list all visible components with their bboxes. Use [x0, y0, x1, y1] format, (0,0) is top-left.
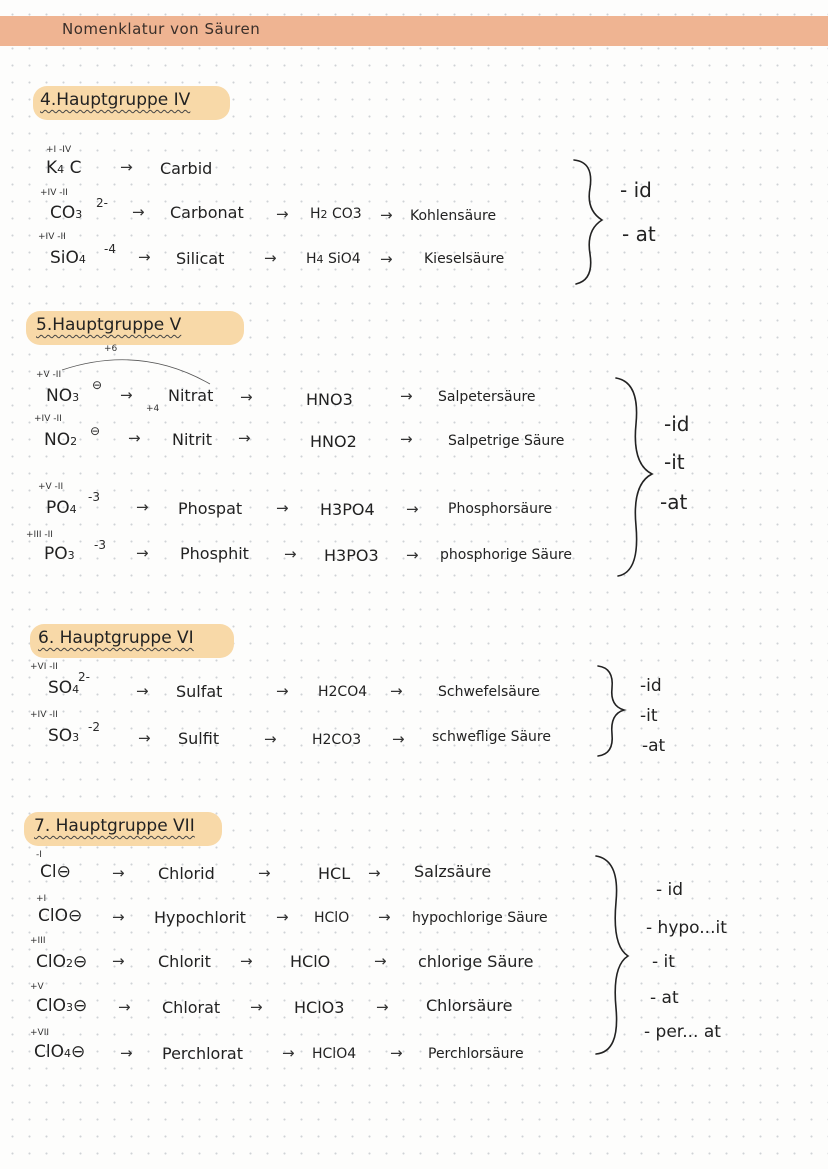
anion-name: Hypochlorit	[154, 908, 246, 927]
anion-name: Nitrit	[172, 430, 212, 449]
oxidation-numbers: +I	[36, 894, 47, 904]
oxidation-numbers: +IV -II	[30, 710, 58, 720]
oxidation-numbers: +IV -II	[38, 232, 66, 242]
acid-name: Phosphorsäure	[448, 501, 553, 517]
suffix: - id	[656, 880, 684, 900]
acid-formula: H2CO4	[318, 684, 368, 700]
suffix: -it	[640, 706, 658, 726]
charge: -3	[88, 490, 100, 504]
suffix: - at	[650, 988, 679, 1008]
formula: ClO4⊖	[34, 1042, 86, 1062]
charge: -4	[104, 242, 116, 256]
oxidation-numbers: +III -II	[26, 530, 53, 540]
formula: K4 C	[46, 158, 82, 178]
arrow-icon: →	[374, 952, 387, 970]
arrow-icon: →	[136, 498, 149, 516]
acid-name: hypochlorige Säure	[412, 910, 548, 926]
annotation: +6	[104, 344, 118, 354]
arrow-icon: →	[276, 682, 289, 700]
acid-formula: H2 CO3	[310, 206, 362, 222]
acid-formula: HNO3	[306, 390, 353, 409]
formula: NO3	[46, 386, 80, 406]
formula: PO3	[44, 544, 75, 564]
acid-name: phosphorige Säure	[440, 547, 572, 563]
formula: SiO4	[50, 248, 86, 268]
acid-formula: H2CO3	[312, 732, 362, 748]
right-brace	[594, 854, 634, 1059]
acid-name: Salpetersäure	[438, 389, 536, 405]
formula: NO2	[44, 430, 78, 450]
arrow-icon: →	[118, 998, 131, 1016]
arrow-icon: →	[238, 429, 251, 447]
suffix: - at	[622, 222, 656, 246]
arrow-icon: →	[128, 429, 141, 447]
acid-name: Chlorsäure	[426, 996, 513, 1015]
arrow-icon: →	[276, 205, 289, 223]
acid-formula: HClO	[314, 910, 350, 926]
formula: ClO3⊖	[36, 996, 88, 1016]
arrow-icon: →	[136, 682, 149, 700]
arrow-icon: →	[136, 544, 149, 562]
arrow-icon: →	[390, 682, 403, 700]
arrow-icon: →	[276, 499, 289, 517]
arrow-icon: →	[390, 1044, 403, 1062]
acid-formula: H3PO3	[324, 546, 379, 565]
charge: -2	[88, 720, 100, 734]
arrow-icon: →	[112, 908, 125, 926]
anion-name: Sulfit	[178, 729, 220, 748]
charge: ⊖	[90, 424, 101, 438]
right-brace	[596, 664, 630, 760]
arrow-icon: →	[264, 730, 277, 748]
anion-name: Phospat	[178, 499, 243, 518]
oxidation-numbers: +VI -II	[30, 662, 58, 672]
arrow-icon: →	[282, 1044, 295, 1062]
arrow-icon: →	[406, 500, 419, 518]
acid-name: Kieselsäure	[424, 251, 505, 267]
arrow-icon: →	[120, 386, 133, 404]
arrow-icon: →	[120, 158, 133, 176]
suffix: -at	[660, 490, 688, 514]
acid-name: Salzsäure	[414, 862, 492, 881]
acid-formula: HNO2	[310, 432, 357, 451]
acid-formula: H3PO4	[320, 500, 375, 519]
arrow-icon: →	[284, 545, 297, 563]
page-title: Nomenklatur von Säuren	[62, 20, 261, 38]
charge: 2-	[96, 196, 108, 210]
anion-name: Perchlorat	[162, 1044, 243, 1063]
formula: CO3	[50, 203, 83, 223]
heading-group-6: 6. Hauptgruppe VI	[38, 628, 194, 648]
arrow-icon: →	[392, 730, 405, 748]
heading-group-4: 4.Hauptgruppe IV	[40, 90, 191, 110]
arrow-icon: →	[138, 729, 151, 747]
anion-name: Sulfat	[176, 682, 223, 701]
acid-name: Perchlorsäure	[428, 1046, 524, 1062]
acid-formula: H4 SiO4	[306, 251, 361, 267]
acid-name: Salpetrige Säure	[448, 433, 565, 449]
anion-name: Chlorit	[158, 952, 211, 971]
arrow-icon: →	[240, 388, 253, 406]
arrow-icon: →	[368, 864, 381, 882]
suffix: - it	[652, 952, 675, 972]
oxidation-numbers: +I -IV	[46, 145, 72, 155]
arrow-icon: →	[112, 952, 125, 970]
acid-name: Kohlensäure	[410, 208, 497, 224]
anion-name: Nitrat	[168, 386, 214, 405]
oxidation-numbers: +V -II	[36, 370, 62, 380]
suffix: - id	[620, 178, 652, 202]
arrow-icon: →	[276, 908, 289, 926]
oxidation-numbers: +V	[30, 982, 44, 992]
arrow-icon: →	[376, 998, 389, 1016]
formula: Cl⊖	[40, 862, 71, 882]
anion-name: Carbid	[160, 159, 213, 178]
arrow-icon: →	[380, 206, 393, 224]
suffix: - hypo...it	[646, 918, 727, 938]
oxidation-numbers: +III	[30, 936, 46, 946]
suffix: -id	[640, 676, 662, 696]
arrow-icon: →	[250, 998, 263, 1016]
oxidation-numbers: +IV -II	[40, 188, 68, 198]
charge: 2-	[78, 670, 90, 684]
formula: PO4	[46, 498, 77, 518]
oxidation-numbers: -I	[36, 850, 42, 860]
charge: ⊖	[92, 378, 103, 392]
oxidation-numbers: +V -II	[38, 482, 64, 492]
formula: SO4	[48, 678, 80, 698]
oxidation-numbers: +VII	[30, 1028, 50, 1038]
arrow-icon: →	[406, 546, 419, 564]
suffix: -it	[664, 450, 685, 474]
arrow-icon: →	[112, 864, 125, 882]
arrow-icon: →	[378, 908, 391, 926]
arrow-icon: →	[138, 248, 151, 266]
arrow-icon: →	[264, 249, 277, 267]
suffix: - per... at	[644, 1022, 721, 1042]
formula: ClO⊖	[38, 906, 83, 926]
acid-name: schweflige Säure	[432, 729, 551, 745]
right-brace	[614, 376, 658, 581]
charge: -3	[94, 538, 106, 552]
anion-name: Carbonat	[170, 203, 244, 222]
arrow-icon: →	[380, 250, 393, 268]
acid-name: chlorige Säure	[418, 952, 534, 971]
anion-name: Silicat	[176, 249, 225, 268]
heading-group-5: 5.Hauptgruppe V	[36, 315, 182, 335]
acid-formula: HCL	[318, 864, 351, 883]
arrow-icon: →	[240, 952, 253, 970]
suffix: -at	[642, 736, 666, 756]
acid-name: Schwefelsäure	[438, 684, 540, 700]
suffix: -id	[664, 412, 690, 436]
arrow-icon: →	[132, 203, 145, 221]
right-brace	[572, 158, 612, 288]
anion-name: Phosphit	[180, 544, 249, 563]
formula: SO3	[48, 726, 80, 746]
anion-name: Chlorid	[158, 864, 215, 883]
arrow-icon: →	[400, 387, 413, 405]
formula: ClO2⊖	[36, 952, 88, 972]
acid-formula: HClO	[290, 952, 331, 971]
arrow-icon: →	[400, 430, 413, 448]
acid-formula: HClO3	[294, 998, 345, 1017]
oxidation-numbers: +IV -II	[34, 414, 62, 424]
annotation: +4	[146, 404, 160, 414]
heading-group-7: 7. Hauptgruppe VII	[34, 816, 195, 836]
arrow-icon: →	[120, 1044, 133, 1062]
arrow-icon: →	[258, 864, 271, 882]
acid-formula: HClO4	[312, 1046, 357, 1062]
anion-name: Chlorat	[162, 998, 221, 1017]
